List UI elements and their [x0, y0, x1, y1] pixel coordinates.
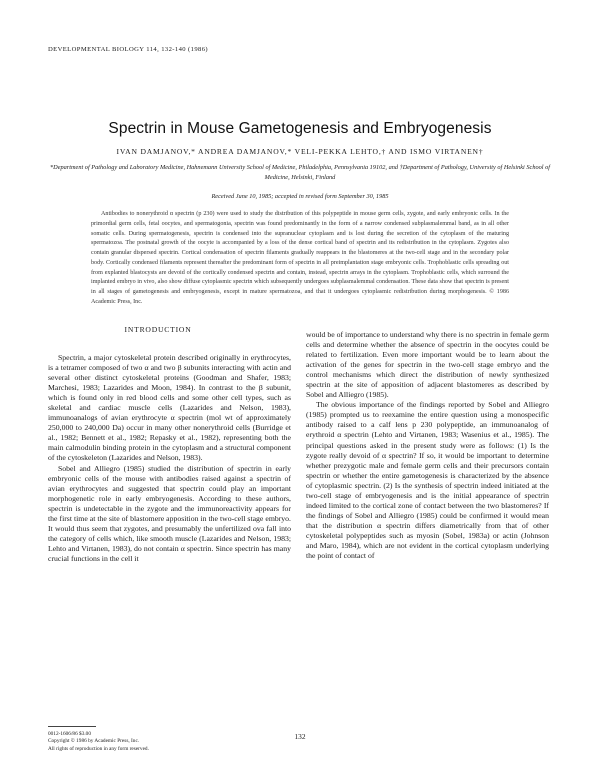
- footer-divider: [48, 726, 96, 727]
- abstract-text: Antibodies to nonerythroid α spectrin (p 230) were used to study the distribution of this polypeptide in mouse germ cells, zygote, and early embryonic cells. In the primordial germ cells, fetal oocytes, and spermatogonia, spectrin was found predominantly in the form of a narrow condensed subplasmalemmal band, as in all other somatic cells. During spermatogenesis, spectrin is condensed into the supranuclear cytoplasm and is lost during the secretion of the cytoplasm of the maturing spermatozoa. The postnatal growth of the oocyte is accompanied by a loss of the dense cortical band of spectrin and its redistribution in the cytoplasm. Zygotes also contain granular dispersed spectrin. Cortical condensation of spectrin filaments gradually reappears in the blastomeres at the two-cell stage and in the secondary polar body. Cortically condensed filaments represent thereafter the predominant form of spectrin in all preimplantation stage embryonic cells. Trophoblastic cells spreading out from explanted blastocysts are devoid of the cortically condensed spectrin and contain, instead, spectrin arrays in the cytoplasm. Trophoblastic cells, which surround the implanted embryo in vivo, also show diffuse cytoplasmic spectrin which subsequently undergoes subplasmalemmal condensation. These data show that spectrin is present in all stages of gametogenesis and embryogenesis, except in mature spermatozoa, and that it undergoes cytoplasmic redistribution during morphogenesis. © 1986 Academic Press, Inc.: [91, 211, 509, 305]
- footer-copyright: Copyright © 1986 by Academic Press, Inc.: [48, 738, 140, 745]
- left-column: [48, 353, 291, 564]
- received-dates: Received June 10, 1985; accepted in revised form September 30, 1985: [211, 193, 389, 200]
- paragraph: would be of importance to understand why there is no spectrin in female germ cells and determine whether the absence of spectrin in the oocytes could be related to fertilization. Even more important would be to learn about the activation of the genes for spectrin in the two-cell stage embryo and the control mechanisms which direct the distribution of newly synthesized spectrin at the site of apposition of adjacent blastomeres as described by Sobel and Alliegro (1985).: [306, 330, 549, 400]
- paragraph: Sobel and Alliegro (1985) studied the distribution of spectrin in early embryonic cells of the mouse with antibodies raised against a spectrin of avian erythrocytes and suggested that spectrin could play an important morphogenetic role in early embryogenesis. According to these authors, spectrin is undetectable in the zygote and the immunoreactivity appears for the first time at the site of blastomere apposition in the two-cell stage embryo. It would thus seem that zygotes, and presumably the unfertilized ova fall into the category of cells which, like smooth muscle (Lazarides and Nelson, 1983; Lehto and Virtanen, 1983), do not contain α spectrin. Since spectrin has many crucial functions in the cell it: [48, 463, 291, 563]
- introduction-heading: INTRODUCTION: [124, 325, 192, 334]
- paragraph: Spectrin, a major cytoskeletal protein described originally in erythrocytes, is a tetramer composed of two α and two β subunits interacting with actin and several other distinct cytoskeletal proteins (Goodman and Shafer, 1983; Marchesi, 1983; Lazarides and Moon, 1984). In contrast to the β subunit, which is found only in red blood cells and some other cell types, such as skeletal and cardiac muscle cells (Lazarides and Nelson, 1983), immunoanalogs of avian erythrocyte α spectrin (mol wt of approximately 250,000 to 240,000 Da) occur in many other nonerythroid cells (Burridge et al., 1982; Bennett et al., 1982; Repasky et al., 1982), representing both the main calmodulin binding protein in the cytoplasm and a structural component of the cytoskeleton (Lazarides and Nelson, 1983).: [48, 353, 291, 463]
- abstract: [91, 210, 509, 308]
- author-list: IVAN DAMJANOV,* ANDREA DAMJANOV,* VELI-PEKKA LEHTO,† AND ISMO VIRTANEN†: [116, 147, 484, 156]
- footer-issn: 0012-1606/86 $3.00: [48, 731, 91, 737]
- article-title: Spectrin in Mouse Gametogenesis and Embryogenesis: [108, 120, 492, 137]
- footer-rights: All rights of reproduction in any form reserved.: [48, 745, 149, 752]
- paragraph: The obvious importance of the findings reported by Sobel and Alliegro (1985) prompted us to reexamine the entire question using a monospecific antibody raised to a calf lens p 230 polypeptide, an immunoanalog of erythroid α spectrin (Lehto and Virtanen, 1983; Wasenius et al., 1985). The principal questions asked in the present study were as follows: (1) Is the zygote really devoid of α spectrin? If so, it would be important to determine whether prezygotic male and female germ cells and their precursors contain spectrin or whether the entire gametogenesis is characterized by the absence of cytoplasmic spectrin. (2) Is the synthesis of spectrin indeed initiated at the two-cell stage of embryogenesis and is the initial appearance of spectrin indeed limited to the cortical zone of contact between the two blastomeres? If the findings of Sobel and Alliegro (1985) could be confirmed it would mean that the distribution α spectrin differs diametrically from that of other cytoskeletal polypeptides such as myosin (Sobel, 1983a) or actin (Johnson and Maro, 1984), which are not evident in the cortical cytoplasm underlying the point of contact of: [306, 400, 549, 561]
- right-column: [306, 330, 549, 561]
- page-number: 132: [294, 732, 306, 741]
- journal-header: DEVELOPMENTAL BIOLOGY 114, 132-140 (1986): [48, 46, 208, 53]
- affiliations: *Department of Pathology and Laboratory Medicine, Hahnemann University School of Medicine, Philadelphia, Pennsylvania 19102, and †Department of Pathology, University of Helsinki School of Medicine, Helsinki, Finland: [50, 164, 550, 181]
